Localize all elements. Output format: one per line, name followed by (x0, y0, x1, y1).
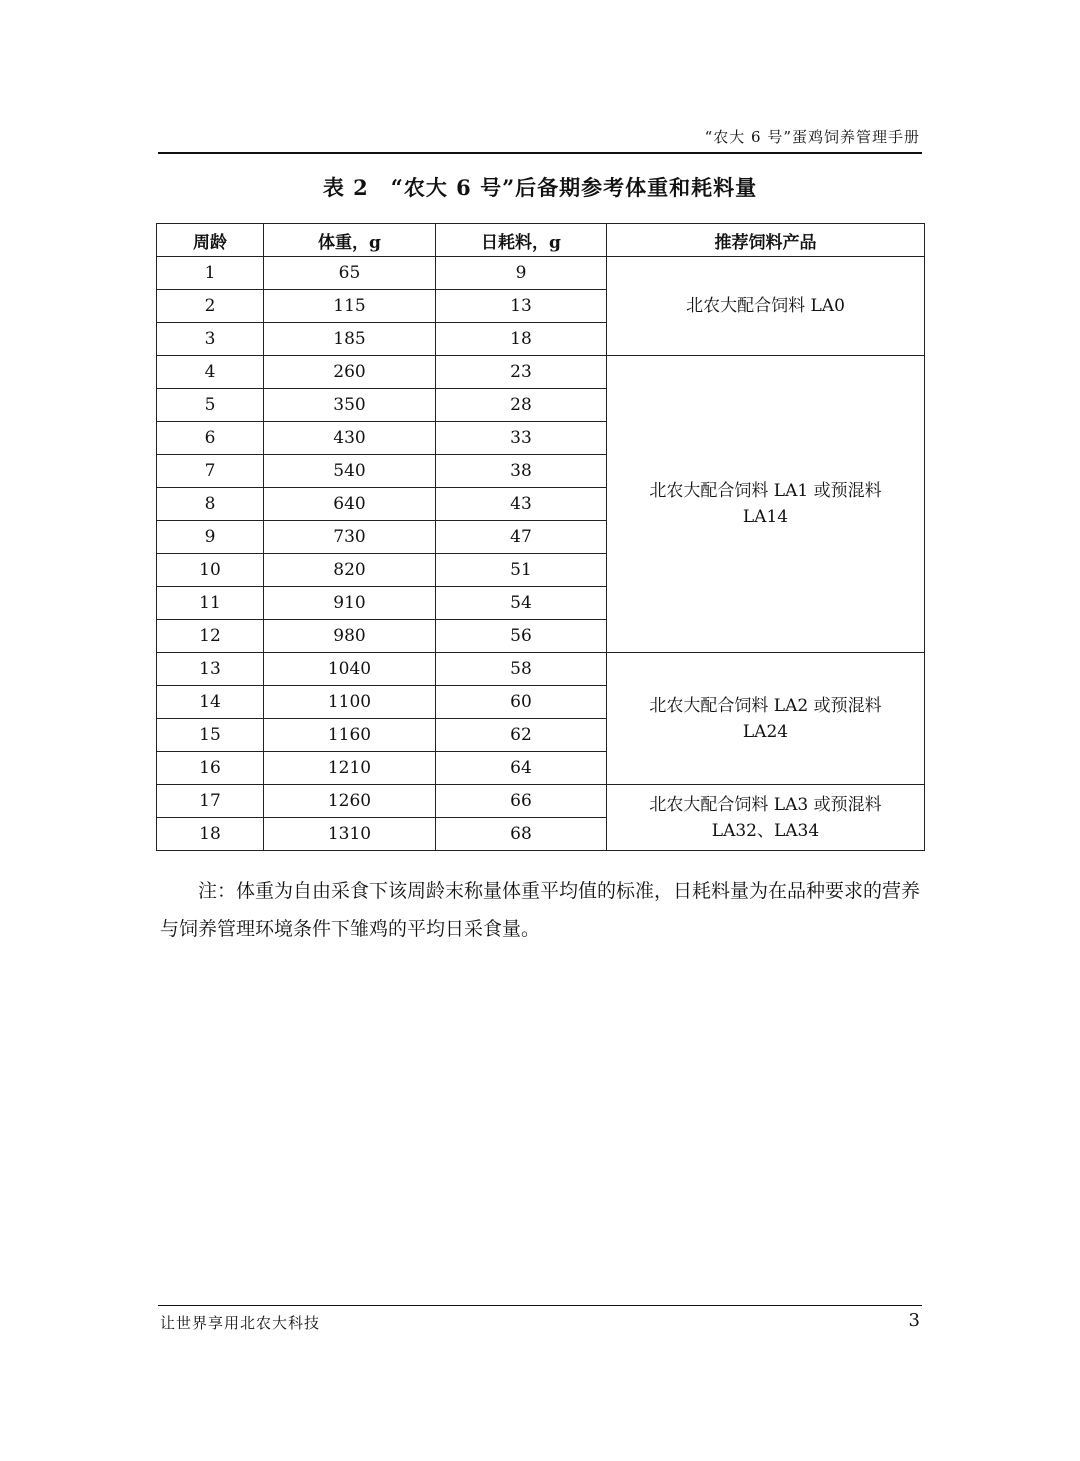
cell-week: 14 (157, 686, 264, 719)
cell-week: 16 (157, 752, 264, 785)
running-header: “农大 6 号”蛋鸡饲养管理手册 (704, 128, 920, 146)
table-row (157, 257, 925, 290)
cell-week: 15 (157, 719, 264, 752)
cell-weight: 1160 (264, 719, 436, 752)
cell-daily-feed: 66 (436, 785, 607, 818)
cell-feed-product: 北农大配合饲料 LA3 或预混料 LA32、LA34 (607, 785, 925, 851)
cell-weight: 1260 (264, 785, 436, 818)
cell-feed-product: 北农大配合饲料 LA1 或预混料 LA14 (607, 356, 925, 653)
cell-weight: 1310 (264, 818, 436, 851)
weight-feed-table (156, 223, 925, 851)
cell-daily-feed: 56 (436, 620, 607, 653)
cell-week: 17 (157, 785, 264, 818)
table-row (157, 356, 925, 389)
cell-daily-feed: 58 (436, 653, 607, 686)
cell-week: 4 (157, 356, 264, 389)
cell-weight: 820 (264, 554, 436, 587)
cell-week: 1 (157, 257, 264, 290)
cell-week: 10 (157, 554, 264, 587)
table-body (157, 257, 925, 851)
column-header-daily-feed: 日耗料，g (436, 224, 607, 257)
cell-week: 2 (157, 290, 264, 323)
cell-weight: 430 (264, 422, 436, 455)
table-note: 注：体重为自由采食下该周龄末称量体重平均值的标准，日耗料量为在品种要求的营养与饲养管理环境条件下雏鸡的平均日采食量。 (160, 880, 921, 940)
cell-daily-feed: 28 (436, 389, 607, 422)
cell-weight: 260 (264, 356, 436, 389)
cell-daily-feed: 62 (436, 719, 607, 752)
table-header-row (157, 224, 925, 257)
cell-daily-feed: 54 (436, 587, 607, 620)
cell-weight: 910 (264, 587, 436, 620)
cell-weight: 730 (264, 521, 436, 554)
cell-daily-feed: 60 (436, 686, 607, 719)
cell-weight: 350 (264, 389, 436, 422)
header-divider (158, 152, 922, 154)
cell-daily-feed: 23 (436, 356, 607, 389)
cell-week: 12 (157, 620, 264, 653)
cell-daily-feed: 13 (436, 290, 607, 323)
cell-daily-feed: 51 (436, 554, 607, 587)
table-row (157, 785, 925, 818)
column-header-week: 周龄 (157, 224, 264, 257)
footer-slogan: 让世界享用北农大科技 (160, 1314, 321, 1332)
cell-week: 13 (157, 653, 264, 686)
cell-daily-feed: 18 (436, 323, 607, 356)
cell-week: 8 (157, 488, 264, 521)
cell-weight: 1100 (264, 686, 436, 719)
page-number: 3 (908, 1310, 920, 1331)
cell-week: 18 (157, 818, 264, 851)
footer-divider (158, 1305, 922, 1306)
column-header-weight: 体重，g (264, 224, 436, 257)
cell-daily-feed: 9 (436, 257, 607, 290)
cell-feed-product: 北农大配合饲料 LA0 (607, 257, 925, 356)
cell-daily-feed: 47 (436, 521, 607, 554)
table-row (157, 653, 925, 686)
cell-daily-feed: 64 (436, 752, 607, 785)
cell-weight: 640 (264, 488, 436, 521)
cell-daily-feed: 43 (436, 488, 607, 521)
cell-weight: 65 (264, 257, 436, 290)
cell-week: 6 (157, 422, 264, 455)
cell-weight: 115 (264, 290, 436, 323)
cell-weight: 185 (264, 323, 436, 356)
cell-week: 5 (157, 389, 264, 422)
cell-week: 11 (157, 587, 264, 620)
cell-week: 3 (157, 323, 264, 356)
cell-weight: 1210 (264, 752, 436, 785)
column-header-feed-product: 推荐饲料产品 (607, 224, 925, 257)
cell-week: 7 (157, 455, 264, 488)
table-title: 表 2 “农大 6 号”后备期参考体重和耗料量 (322, 175, 758, 200)
cell-weight: 1040 (264, 653, 436, 686)
cell-weight: 540 (264, 455, 436, 488)
cell-daily-feed: 38 (436, 455, 607, 488)
cell-daily-feed: 68 (436, 818, 607, 851)
cell-weight: 980 (264, 620, 436, 653)
cell-daily-feed: 33 (436, 422, 607, 455)
cell-feed-product: 北农大配合饲料 LA2 或预混料 LA24 (607, 653, 925, 785)
cell-week: 9 (157, 521, 264, 554)
